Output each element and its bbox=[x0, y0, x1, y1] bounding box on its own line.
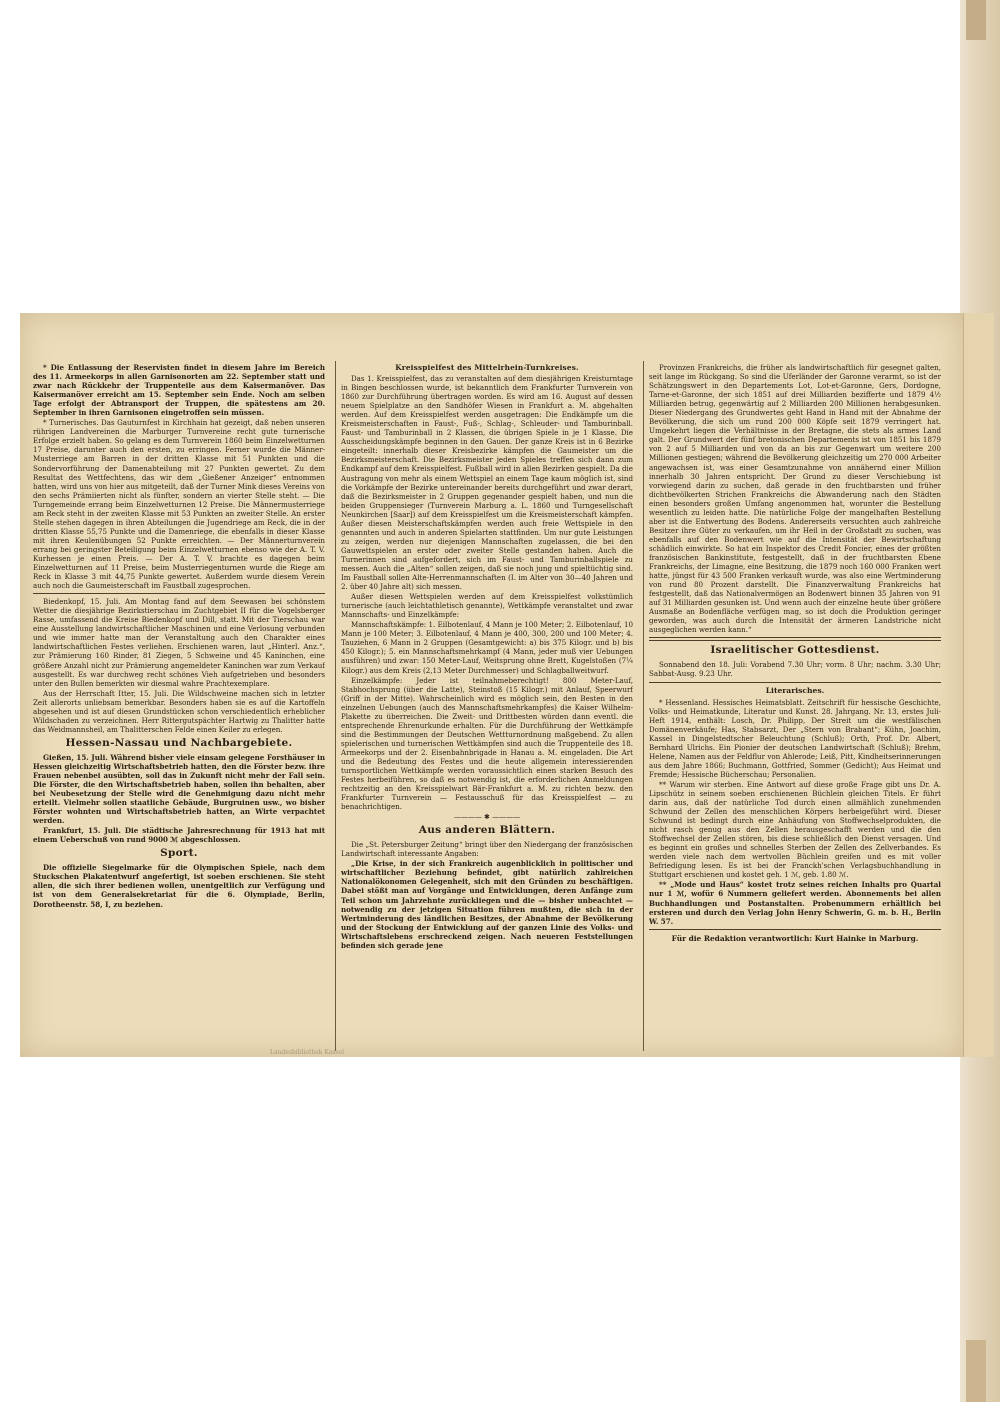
article-giessen: Gießen, 15. Juli. Während bisher viele einsam gelegene Forsthäuser in Hessen gleichzeitig Wirtschaftsbetrieb hatten, den die Förster bezw. ihre Frauen nebenbei ausübten, soll das in Zukunft nicht mehr der Fall sein. Die Förster, die den Wirtschaftsbetrieb haben, sollen ihn behalten, aber bei Neubesetzung der Stelle wird die Genehmigung dazu nicht mehr erteilt. Vielmehr sollen staatliche Gebäude, Burgruinen usw., wo bisher Förster wohnten und Wirtschaftsbetrieb hatten, an Wirte verpachtet werden. bbox=[33, 752, 325, 826]
article-einzelkaempfe: Einzelkämpfe: Jeder ist teilnahmeberechtigt! 800 Meter-Lauf, Stabhochsprung (über die Latte), Steinstoß (15 Kilogr.) mit Anlauf, Speerwurf (Griff in der Mitte). Wahrscheinlich wird es möglich sein, den Besten in den einzelnen Uebungen (auch des Mannschaftsmehrkampfes) die Kaiser Wilhelm-Plakette zu überreichen. Die Zweit- und Drittbesten würden dann eventl. die entsprechende Ehrenurkunde erhalten. Für die Durchführung der Wettkämpfe sind die Bestimmungen der Deutschen Wettturnordnung maßgebend. Zu allen spielerischen und turnerischen Wettkämpfen sind auch die Truppenteile des 18. Armeekorps und der 2. Eisenbahnbrigade in Hanau a. M. eingeladen. Die Art und die Bedeutung des Festes und die heute allgemein interessierenden turnsportlichen Wettkämpfe werden voraussichtlich einen starken Besuch des Festes herbeiführen, so daß es notwendig ist, die erforderlichen Anmeldungen rechtzeitig an den Kreisspielwart Bär-Frankfurt a. M. zu richten bezw. den Frankfurter Turnverein — Festausschuß für das Kreisspielfest — zu benachrichtigen. bbox=[341, 675, 633, 812]
article-itter: Aus der Herrschaft Itter, 15. Juli. Die Wildschweine machen sich in letzter Zeit allerorts unliebsam bemerkbar. Besonders haben sie es auf die Kartoffeln abgesehen und ist auf diesen Grundstücken schon verschiedentlich erheblicher Wildschaden zu verzeichnen. Herr Rittergutspächter Hartwig zu Thalitter hatte das Weidmannsheil, am Thalitterschen Felde einen Keiler zu erlegen. bbox=[33, 688, 325, 734]
separator-ornament: ———— ✱ ———— bbox=[453, 813, 521, 822]
column-rule bbox=[335, 361, 336, 1051]
article-kreisspielfest: Das 1. Kreisspielfest, das zu veranstalten auf dem diesjährigen Kreisturntage in Bingen beschlossen wurde, ist bekanntlich dem Frankfurter Turnverein von 1860 zur Durchführung übertragen worden. Es wird am 16. August auf dessen neuem Spielplatze an den Sandhöfer Wiesen in Frankfurt a. M. abgehalten werden. Auf dem Kreisspielfest werden ausgetragen: Die Endkämpfe um die Kreismeisterschaften in Faust-, Fuß-, Schlag-, Schleuder- und Tamburinball. Faust- und Tamburinball in 2 Klassen, die übrigen Spiele in je 1 Klasse. Die Ausscheidungskämpfe beginnen in den Gauen. Der ganze Kreis ist in 6 Bezirke eingeteilt: innerhalb dieser Kreisbezirke kämpfen die Gaumeister um die Bezirksmeisterschaft. Die Bezirksmeister jeden Spieles treffen sich dann zum Endkampf auf dem Kreisspielfest. Fußball wird in allen Bezirken gespielt. Da die Austragung von mehr als einem Wettspiel an einem Tage kaum möglich ist, sind die Vorkämpfe der Bezirke untereinander bereits durchgeführt und zwar derart, daß die Bezirksmeister in 2 Gruppen gegenander gespielt haben, und nun die beiden Gruppensieger (Turnverein Marburg a. L. 1860 und Turngesellschaft Neunkirchen [Saar]) auf dem Kreisspielfest um die Kreismeisterschaft kämpfen. Außer diesen Meisterschaftskämpfen werden auch freie Wettspiele in den genannten und auch in anderen Spielarten stattfinden. Um nur gute Leistungen zu zeigen, werden nur diejenigen Mannschaften zugelassen, die bei den Gauwettspielen an erster oder zweiter Stelle gestanden haben. Auch die Turnerinnen sind aufgefordert, sich im Faust- und Tamburinballspiele zu messen. Auch die „Alten“ sollen zeigen, daß sie noch jung und spieltüchtig sind. Im Faustball sollen Alte-Herrenmannschaften (I. im Alter von 30—40 Jahren und 2. über 40 Jahre alt) sich messen. bbox=[341, 374, 633, 592]
column-rule bbox=[643, 361, 644, 1051]
divider bbox=[33, 593, 325, 594]
double-divider bbox=[649, 637, 941, 641]
article-biedenkopf: Biedenkopf, 15. Juli. Am Montag fand auf dem Seewasen bei schönstem Wetter die diesjährige Bezirkstierschau im Zuchtgebiet II für die Vogelsberger Rasse, umfassend die Kreise Biedenkopf und Dill, statt. Mit der Tierschau war eine Ausstellung landwirtschaftlicher Maschinen und eine Verlosung verbunden und wie immer hatte man der Veranstaltung auch den Charakter eines landwirtschaftlichen Festes verliehen. Erschienen waren, laut „Hinterl. Anz.“, zur Prämierung 160 Rinder, 81 Ziegen, 5 Schweine und 45 Kaninchen, eine größere Anzahl nicht zur Prämierung angemeldeter Kaninchen war zum Verkauf ausgestellt. Es war durchweg recht schönes Vieh aufgetrieben und besonders unter den Bullen bemerkten wir diesmal wahre Prachtexemplare. bbox=[33, 597, 325, 688]
column-right bbox=[649, 363, 941, 1045]
divider bbox=[649, 929, 941, 930]
article-mode-und-haus: ** „Mode und Haus“ kostet trotz seines reichen Inhalts pro Quartal nur 1 ℳ, wofür 6 Nummern geliefert werden. Abonnements bei allen Buchhandlungen und Postanstalten. Probenummern erhältlich bei ersteren und durch den Verlag John Henry Schwerin, G. m. b. H., Berlin W. 57. bbox=[649, 880, 941, 926]
article-petersburger-intro: Die „St. Petersburger Zeitung“ bringt über den Niedergang der französischen Landwirtschaft interessante Angaben: bbox=[341, 840, 633, 859]
divider bbox=[649, 682, 941, 683]
edge-tab bbox=[966, 0, 986, 40]
section-heading-sport: Sport. bbox=[160, 847, 198, 860]
column-middle bbox=[341, 363, 633, 1045]
library-stamp: Landesbibliothek Kassel bbox=[270, 1049, 345, 1056]
article-hessenland: * Hessenland. Hessisches Heimatsblatt. Zeitschrift für hessische Geschichte, Volks- und Heimatkunde, Literatur und Kunst. 28. Jahrgang. Nr. 13, erstes Juli-Heft 1914, enthält: Losch, Dr. Philipp, Der Streit um die westfälischen Domänenverkäufe; Has, Stabsarzt, Der „Stern von Brabant“; Kühn, Joachim, Kassel in Dingelstedtscher Beleuchtung (Schluß); Orth, Prof. Dr. Albert, Bernhard Ulrichs. Ein Pionier der deutschen Landwirtschaft (Schluß); Brehm, Helene, Namen aus der Feldflur von Ahlerode; Leiß, Pitt, Kindheitserinnerungen aus dem Jahre 1866; Buchmann, Gottfried, Sommer (Gedicht); Aus Heimat und Fremde; Hessische Bücherschau; Personalien. bbox=[649, 697, 941, 779]
clipping-fold bbox=[963, 313, 994, 1057]
section-heading-literarisches: Literarisches. bbox=[765, 685, 825, 695]
article-gottesdienst: Sonnabend den 18. Juli: Vorabend 7.30 Uhr; vorm. 8 Uhr; nachm. 3.30 Uhr; Sabbat-Ausg. 9.23 Uhr. bbox=[649, 660, 941, 679]
article-france-continued: Provinzen Frankreichs, die früher als landwirtschaftlich für gesegnet galten, seit lange im Rückgang. So sind die Uferländer der Garonne verarmt, so ist der Schätzungswert in den Departements Lot, Lot-et-Garonne, Gers, Dordogne, Tarne-et-Garonne, der sich 1851 auf drei Milliarden bezifferte und 1879 4½ Milliarden betrug, gegenwärtig auf 2 Milliarden 200 Millionen herabgesunken. Dieser Niedergang des Grundwertes geht Hand in Hand mit der Abnahme der Bevölkerung, die sich um rund 200 000 Köpfe seit 1879 verringert hat. Umgekehrt liegen die Verhältnisse in der Bretagne, die stets als armes Land galt. Der Grundwert der fünf bretonischen Departements ist von 1851 bis 1879 von 2 auf 5 Milliarden und von da an bis zur Gegenwart um weitere 200 Millionen gestiegen; während die Bevölkerung gleichzeitig um 270 000 Arbeiter angewachsen ist, was einer Gesamtzunahme von annähernd einer Million innerhalb 30 Jahren entspricht. Der Grund zu dieser Verschiebung ist vorwiegend darin zu suchen, daß gerade in den fruchtbarsten und früher dichtbevölkerten Strichen Frankreichs die Abwanderung nach den Städten einen besonders großen Umfang angenommen hat, worunter die Bestellung wesentlich zu leiden hatte. Die natürliche Folge der mangelhaften Bestellung aber ist die Entwertung des Bodens. Andererseits versuchten auch zahlreiche Besitzer ihre Güter zu verkaufen, um ihr Heil in der Großstadt zu suchen, was ebenfalls auf den Bodenwert wie auf die Intensität der Bewirtschaftung schädlich einwirkte. So hat ein Inspektor des Credit Foncier, eines der größten französischen Bankinstitute, festgestellt, daß in der fruchtbarsten Ebene Frankreichs, der Limagne, eine Besitzung, die 1879 noch 160 000 Franken wert hatte, jüngst für 43 500 Franken verkauft wurde, was also eine Wertminderung von rund 80 Prozent darstellt. Die Finanzverwaltung Frankreichs hat festgestellt, daß das Nationalvermögen an Bodenwert binnen 35 Jahren von 91 auf 31 Milliarden gesunken ist. Und wenn auch der einzelne heute über größere Ausmaße an Bodenfläche verfügen mag, so ist doch die Produktion geringer geworden, was auch durch die Intensität der ärmeren Landstriche nicht ausgeglichen werden kann.“ bbox=[649, 363, 941, 635]
column-left bbox=[33, 363, 325, 1045]
section-heading-aus-anderen-blaettern: Aus anderen Blättern. bbox=[418, 824, 556, 837]
article-mannschaftskaempfe: Mannschaftskämpfe: 1. Eilbotenlauf, 4 Mann je 100 Meter; 2. Eilbotenlauf, 10 Mann je 100 Meter; 3. Eilbotenlauf, 4 Mann je 400, 300, 200 und 100 Meter; 4. Tauziehen, 6 Mann in 2 Gruppen (Gesamtgewicht: a) bis 375 Kilogr. und b) bis 450 Kilogr.); 5. ein Mannschaftsmehrkampf (4 Mann, jeder muß vier Uebungen ausführen) und zwar: 150 Meter-Lauf, Weitsprung ohne Brett, Kugelstoßen (7¼ Kilogr.) aus dem Kreis (2,13 Meter Durchmesser) und Schlagballweitwurf. bbox=[341, 620, 633, 675]
article-reservists: * Die Entlassung der Reservisten findet in diesem Jahre im Bereich des 11. Armeekorps in allen Garnisonorten am 22. September statt und zwar nach Rückkehr der Truppenteile aus dem Kaisermanöver. Das Kaisermanöver erreicht am 15. September sein Ende. Noch am selben Tage erfolgt der Abtransport der Truppen, die spätestens am 20. September in ihren Garnisonen eingetroffen sein müssen. bbox=[33, 363, 325, 418]
article-petersburger-quote: „Die Krise, in der sich Frankreich augenblicklich in politischer und wirtschaftlicher Beziehung befindet, gibt natürlich zahlreichen Nationalökonomen Gelegenheit, sich mit den Gründen zu beschäftigen. Dabei stößt man auf Vorgänge und Entwicklungen, deren Anfänge zum Teil schon um Jahrzehnte zurückliegen und die — bisher unbeachtet — notwendig zu der jetzigen Situation führen mußten, die sich in der Wertminderung des ländlichen Besitzes, der Abnahme der Bevölkerung und der Stockung der Entwicklung auf der ganzen Linie des Volks- und Wirtschaftslebens erschreckend zeigen. Nach neueren Feststellungen befinden sich gerade jene bbox=[341, 859, 633, 950]
edge-tab-bottom bbox=[966, 1340, 986, 1402]
article-wettkaempfe: Außer diesen Wettspielen werden auf dem Kreisspielfest volkstümlich turnerische (auch leichtathletisch genannte), Wettkämpfe veranstaltet und zwar Mannschafts- und Einzelkämpfe: bbox=[341, 592, 633, 620]
article-gymnastics: * Turnerisches. Das Gauturnfest in Kirchhain hat gezeigt, daß neben unseren rührigen Landvereinen die Marburger Turnvereine recht gute turnerische Erfolge erzielt haben. So gelang es dem Turnverein 1860 beim Einzelwetturnen 17 Preise, darunter auch den ersten, zu erringen. Ferner wurde die Männer-Musterriege am Barren in der dritten Klasse mit 51 Punkten und die Sondervorführung der Damenabteilung mit 27 Punkten gewertet. Zu dem Resultat des Wettfechtens, das wir dem „Gießener Anzeiger“ entnommen hatten, wird uns von hier aus mitgeteilt, daß der Turner Mink dieses Vereins von den sechs Prämiierten nicht als fünfter, sondern an vierter Stelle steht. — Die Turngemeinde errang beim Einzelwetturnen 12 Preise. Die Männermusterriege am Reck steht in der zweiten Klasse mit 53 Punkten an zweiter Stelle. An erster Stelle stehen dagegen in ihren Abteilungen die Jugendriege am Reck, die in der dritten Klasse 55,75 Punkte und die Damenriege, die ebenfalls in dieser Klasse mit ihren Keulenübungen 52 Punkte erreichten. — Der Männerturnverein errang bei geringster Beteiligung beim Einzelwetturnen ebenso wie der A. T. V. Kurhessen je einen Preis. — Der A. T. V. brachte es dagegen beim Einzelwetturnen auf 11 Preise, beim Musterriegenturnen wurde die Riege am Reck in Klasse 3 mit 44,75 Punkte gewertet. Außerdem wurde diesem Verein auch noch die Gaumeisterschaft im Faustball zugesprochen. bbox=[33, 418, 325, 591]
article-olympics: Die offizielle Siegelmarke für die Olympischen Spiele, nach dem Stuckschen Plakatentwurf angefertigt, ist soeben erschienen. Sie steht allen, die sich ihrer bedienen wollen, unentgeltlich zur Verfügung und ist von dem Generalsekretariat für die 6. Olympiade, Berlin, Dorotheenstr. 58, I, zu beziehen. bbox=[33, 863, 325, 909]
editor-credit: Für die Redaktion verantwortlich: Kurt Hainke in Marburg. bbox=[671, 933, 919, 943]
article-frankfurt: Frankfurt, 15. Juli. Die städtische Jahresrechnung für 1913 hat mit einem Ueberschuß von rund 9000 ℳ abgeschlossen. bbox=[33, 826, 325, 845]
article-warum-wir-sterben: ** Warum wir sterben. Eine Antwort auf diese große Frage gibt uns Dr. A. Lipschütz in seinem soeben erschienenen Büchlein gleichen Titels. Er führt darin aus, daß der natürliche Tod durch einen allmählich zunehmenden Schwund der Zellen des menschlichen Körpers herbeigeführt wird. Dieser Schwund ist bedingt durch eine Anhäufung von Stoffwechselprodukten, die nicht rasch genug aus den Zellen herausgeschafft werden und die den Stoffwechsel der Zellen stören, bis diese schließlich den Dienst versagen. Und es beginnt ein großes und schnelles Sterben der Zellen des Zellverbandes. Es werden viele nach dem wertvollen Büchlein greifen und es mit voller Befriedigung lesen. Es ist bei der Franckh'schen Verlagsbuchhandlung in Stuttgart erschienen und kostet geh. 1 ℳ, geb. 1.80 ℳ. bbox=[649, 779, 941, 880]
section-heading-hessen-nassau: Hessen-Nassau und Nachbargebiete. bbox=[65, 736, 293, 749]
section-heading-kreisspielfest: Kreisspielfest des Mittelrhein-Turnkreises. bbox=[395, 363, 579, 372]
newspaper-clipping bbox=[20, 313, 963, 1057]
section-heading-gottesdienst: Israelitischer Gottesdienst. bbox=[710, 644, 880, 657]
